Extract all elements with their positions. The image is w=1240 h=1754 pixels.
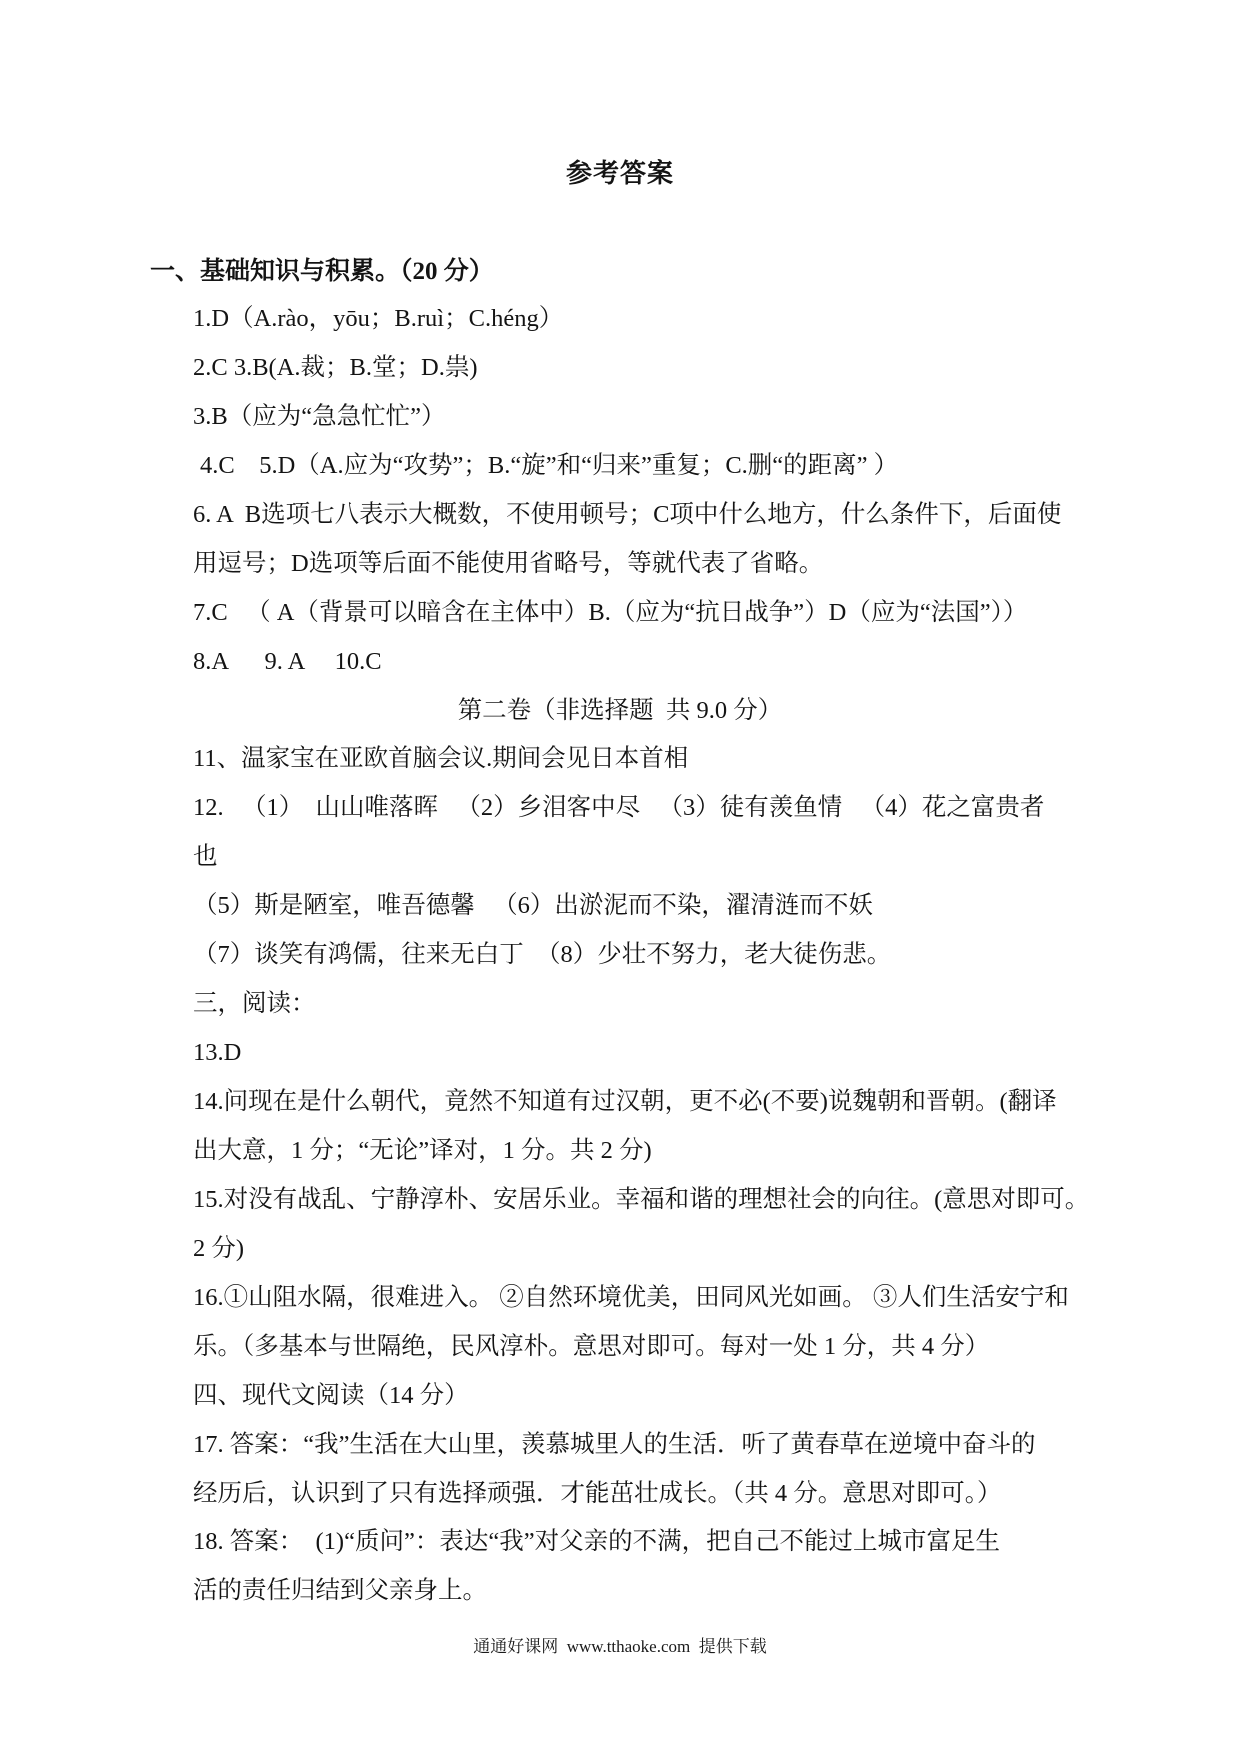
answer-line-6: 6. A B选项七八表示大概数，不使用顿号；C项中什么地方，什么条件下，后面使 [193, 500, 1062, 528]
answer-line-13: 13.D [193, 1039, 242, 1067]
answer-line-1: 1.D（A.rào，yōu；B.ruì；C.héng） [193, 305, 564, 332]
answer-line-15-continued: 2 分) [193, 1234, 245, 1262]
answer-line-7: 7.C （ A（背景可以暗含在主体中）B.（应为“抗日战争”）D（应为“法国”）） [193, 598, 1028, 626]
answer-list [0, 295, 1240, 1616]
answer-line-14: 14.问现在是什么朝代，竟然不知道有过汉朝，更不必(不要)说魏朝和晋朝。(翻译 [193, 1088, 1057, 1115]
answer-line-2-3: 2.C 3.B(A.裁；B.堂；D.祟) [193, 353, 478, 381]
answer-line-14-continued: 出大意，1 分；“无论”译对，1 分。共 2 分) [193, 1136, 652, 1164]
page-footer: 通通好课网 www.tthaoke.com 提供下载 [473, 1637, 767, 1656]
answer-line-6-continued: 用逗号；D选项等后面不能使用省略号，等就代表了省略。 [193, 549, 824, 577]
answer-line-18-continued: 活的责任归结到父亲身上。 [193, 1577, 487, 1605]
answer-line-17: 17. 答案：“我”生活在大山里，羡慕城里人的生活．听了黄春草在逆境中奋斗的 [193, 1430, 1036, 1458]
section-heading-reading: 三，阅读： [193, 990, 316, 1018]
answer-line-15: 15.对没有战乱、宁静淳朴、安居乐业。幸福和谐的理想社会的向往。(意思对即可。 [193, 1185, 1090, 1213]
answer-line-12: 12. （1） 山山唯落晖 （2）乡泪客中尽 （3）徒有羡鱼情 （4）花之富贵者 [193, 794, 1045, 822]
section-heading-basics: 一、基础知识与积累。（20 分） [150, 258, 494, 285]
part-two-heading: 第二卷（非选择题 共 9.0 分） [457, 696, 783, 724]
answer-line-11: 11、温家宝在亚欧首脑会议.期间会见日本首相 [193, 745, 689, 773]
answer-line-4-5: 4.C 5.D（A.应为“攻势”；B.“旋”和“归来”重复；C.删“的距离” ） [200, 451, 899, 479]
answer-line-3: 3.B（应为“急急忙忙”） [193, 402, 446, 430]
answer-line-12-part-7-8: （7）谈笑有鸿儒，往来无白丁 （8）少壮不努力，老大徒伤悲。 [193, 941, 892, 969]
answer-line-18: 18. 答案： (1)“质问”：表达“我”对父亲的不满，把自己不能过上城市富足生 [193, 1528, 1001, 1556]
answer-line-16-continued: 乐。（多基本与世隔绝，民风淳朴。意思对即可。每对一处 1 分，共 4 分） [193, 1332, 990, 1360]
answer-line-12-part-5-6: （5）斯是陋室，唯吾德馨 （6）出淤泥而不染，濯清涟而不妖 [193, 892, 873, 920]
answer-line-17-continued: 经历后，认识到了只有选择顽强．才能茁壮成长。（共 4 分。意思对即可。） [193, 1479, 1002, 1507]
answer-line-16: 16.①山阻水隔，很难进入。 ②自然环境优美，田同风光如画。 ③人们生活安宁和 [193, 1283, 1069, 1311]
section-heading-modern-reading: 四、现代文阅读（14 分） [193, 1381, 469, 1409]
answer-line-12-continued: 也 [193, 843, 218, 871]
answer-line-8-10: 8.A 9. A 10.C [193, 647, 382, 675]
page-title: 参考答案 [565, 159, 674, 188]
